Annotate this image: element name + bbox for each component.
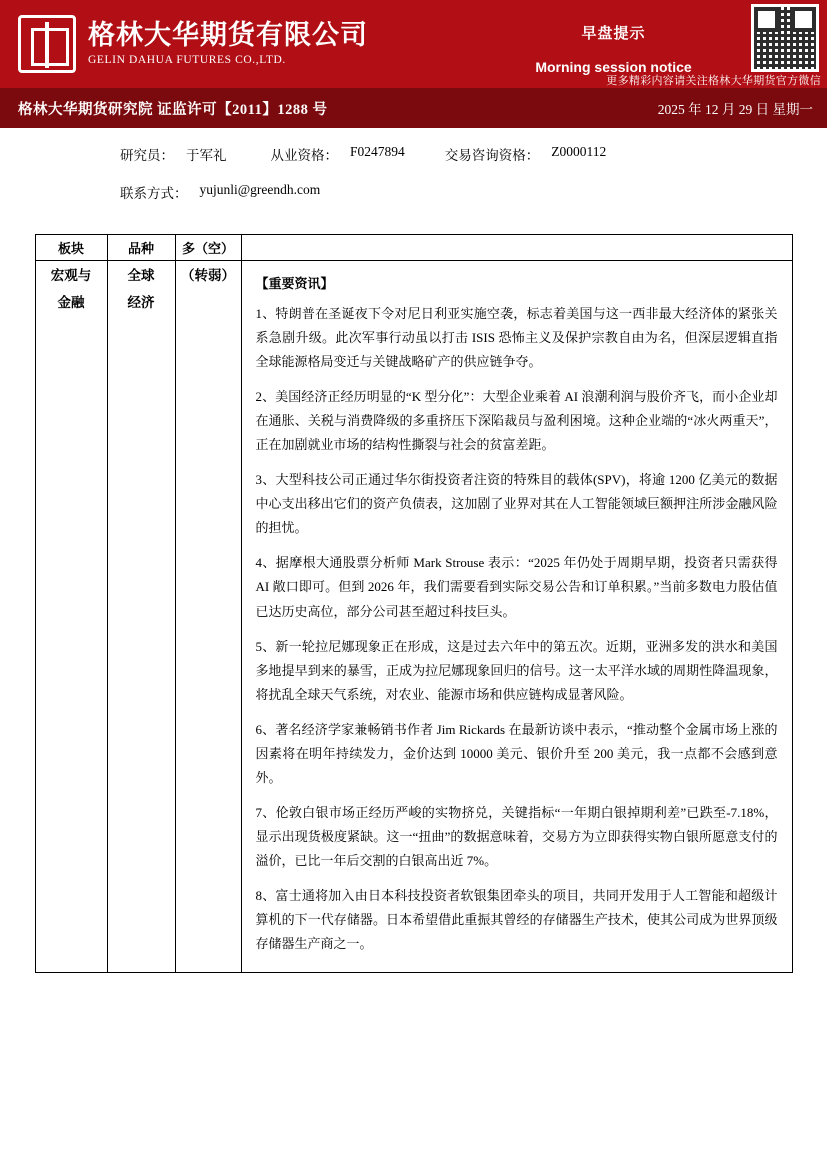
report-title-cn: 早盘提示 [581,26,646,42]
company-logo-block [0,0,400,88]
column-header-variety: 品种 [107,235,175,261]
column-header-content [241,235,792,261]
qualification-value: F0247894 [350,144,405,159]
content-paragraph: 7、伦敦白银市场正经历严峻的实物挤兑，关键指标“一年期白银掉期利差”已跌至-7.18%，显示出现货极度紧缺。这一“扭曲”的数据意味着，交易方为立即获得实物白银所愿意支付的溢价，已比一年后交割的白银高出近 7%。 [255,804,778,868]
report-table [35,234,793,973]
column-header-sector: 板块 [35,235,107,261]
cell-content [241,261,792,973]
analyst-meta-row-2 [120,182,827,202]
institute-bar [0,88,827,128]
report-date: 2025 年 12 月 29 日 星期一 [657,102,813,117]
cell-variety-line1: 全球 [127,268,155,283]
content-paragraph: 8、富士通将加入由日本科技投资者软银集团牵头的项目，共同开发用于人工智能和超级计算机的下一代存储器。日本希望借此重振其曾经的存储器生产技术，使其公司成为世界顶级存储器生产商之一。 [255,887,778,952]
column-header-direction: 多（空） [175,235,241,261]
cell-direction: （转弱） [175,261,241,973]
cell-sector-line1: 宏观与 [50,268,92,283]
qr-caption: 更多精彩内容请关注格林大华期货官方微信 [606,75,821,87]
company-name-block [88,21,368,66]
researcher-label: 研究员： [120,148,174,163]
content-paragraph: 1、特朗普在圣诞夜下令对尼日利亚实施空袭，标志着美国与这一西非最大经济体的紧张关系急剧升级。此次军事行动虽以打击 ISIS 恐怖主义及保护宗教自由为名，但深层逻辑直指全球能源格局变迁与关键战略矿产的供应链争夺。 [255,306,778,370]
content-paragraph: 5、新一轮拉尼娜现象正在形成，这是过去六年中的第五次。近期，亚洲多发的洪水和美国多地提早到来的暴雪，正成为拉尼娜现象回归的信号。这一太平洋水域的周期性降温现象，将扰乱全球天气系统，对农业、能源市场和供应链构成显著风险。 [255,638,778,702]
content-paragraph: 2、美国经济正经历明显的“K 型分化”：大型企业乘着 AI 浪潮利润与股价齐飞，而小企业却在通胀、关税与消费降级的多重挤压下深陷裁员与盈利困境。这种企业端的“冰火两重天”，正在加剧就业市场的结构性撕裂与社会的贫富差距。 [255,389,778,453]
institute-license: 格林大华期货研究院 证监许可【2011】1288 号 [18,101,328,118]
cell-variety [107,261,175,973]
report-title-en: Morning session notice [535,59,692,75]
contact-label: 联系方式： [120,186,188,201]
seal-logo-icon [18,15,76,73]
content-paragraph: 6、著名经济学家兼畅销书作者 Jim Rickards 在最新访谈中表示，“推动整个金属市场上涨的因素将在明年持续发力，金价达到 10000 美元、银价升至 200 美元，我一点都不会感到意外。 [255,721,778,785]
table-row [35,261,792,973]
table-header-row [35,235,792,261]
qr-code-icon [751,4,819,72]
contact-value[interactable]: yujunli@greendh.com [199,182,321,197]
company-name-cn: 格林大华期货有限公司 [88,20,368,51]
consult-label: 交易咨询资格： [444,148,540,163]
cell-variety-line2: 经济 [127,295,155,310]
analyst-meta [0,128,827,230]
consult-value: Z0000112 [551,144,607,159]
content-paragraph: 4、据摩根大通股票分析师 Mark Strouse 表示：“2025 年仍处于周期早期，投资者只需获得 AI 敞口即可。但到 2026 年，我们需要看到实际交易公告和订单积累。”当前多数电力股估值已达历史高位，部分公司甚至超过科技巨头。 [255,555,778,619]
researcher-value: 于军礼 [186,148,227,163]
analyst-meta-row-1 [120,144,827,164]
content-paragraph: 3、大型科技公司正通过华尔街投资者注资的特殊目的载体(SPV)，将逾 1200 亿美元的数据中心支出移出它们的资产负债表，这加剧了业界对其在人工智能领域巨额押注所涉金融风险的担忧。 [255,472,778,536]
cell-sector [35,261,107,973]
company-name-en: GELIN DAHUA FUTURES CO.,LTD. [88,54,286,67]
qualification-label: 从业资格： [270,148,338,163]
document-header [0,0,827,88]
cell-sector-line2: 金融 [57,295,85,310]
content-section-title: 【重要资讯】 [255,276,334,291]
